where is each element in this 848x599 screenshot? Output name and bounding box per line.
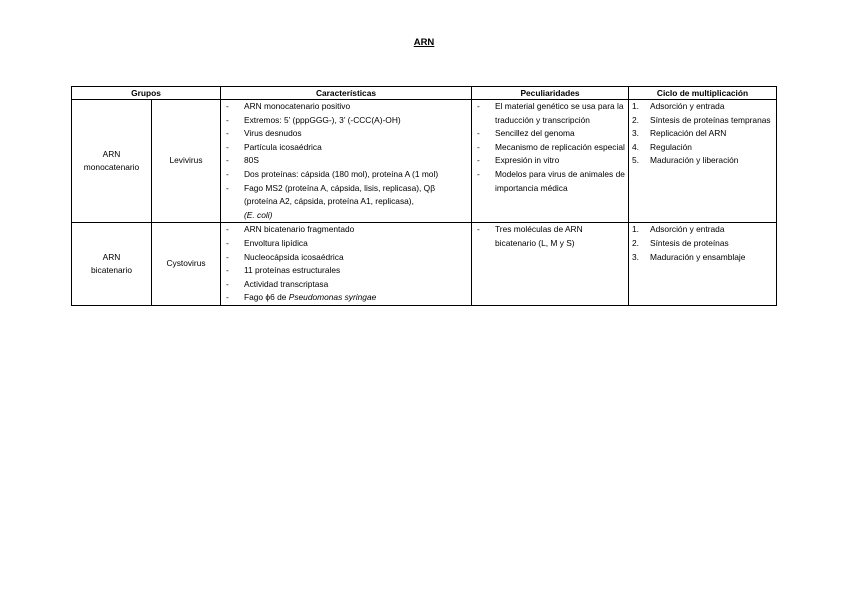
step-number: 4. [632,141,639,152]
list-item: - El material genético se usa para la traducción y transcripción [475,100,625,127]
family-cell: Cystovirus [152,223,221,306]
list-item [632,237,773,251]
list-item: - ARN bicatenario fragmentado [224,223,468,237]
document-title: ARN [413,37,435,48]
group-label: bicatenario [91,265,132,276]
list-item: - Mecanismo de replicación especial [475,141,625,155]
caracteristicas-cell [221,223,472,306]
ciclo-cell [629,223,777,306]
list-item: - Extremos: 5’ (pppGGG-), 3’ (-CCC(A)-OH) [224,114,468,128]
group-label: ARN [102,148,121,159]
step-text: Síntesis de proteínas tempranas [650,114,771,125]
list-item: - Modelos para virus de animales de importancia médica [475,168,625,195]
list-item: - Nucleocápsida icosaédrica [224,251,468,265]
peculiaridades-list [475,100,625,195]
step-number: 1. [632,101,639,111]
host-name: Pseudomonas syringae [288,292,377,303]
step-text: Maduración y ensamblaje [650,251,746,262]
header-row [72,87,777,100]
ciclo-cell [629,100,777,223]
step-text: Regulación [650,141,692,152]
list-item: - 11 proteínas estructurales [224,264,468,278]
group-label: monocatenario [83,162,140,173]
list-item: - Tres moléculas de ARN bicatenario (L, M y S) [475,223,625,250]
group-label: ARN [102,251,121,262]
step-number: 1. [632,224,639,235]
list-item [632,251,773,265]
step-number: 5. [632,155,639,166]
list-item-text: Fago MS2 (proteína A, cápsida, lisis, replicasa), Qβ (proteína A2, cápsida, proteína A1, replicasa), [244,182,436,207]
list-item [632,100,773,114]
list-item [632,223,773,237]
header-grupos: Grupos [72,87,221,100]
list-item: - Dos proteínas: cápsida (180 mol), proteína A (1 mol) [224,168,468,182]
step-text: Adsorción y entrada [650,224,725,235]
group-cell [72,100,152,223]
group-cell [72,223,152,306]
list-item: - Virus desnudos [224,127,468,141]
step-number: 2. [632,114,639,125]
caracteristicas-list [224,100,468,222]
header-peculiaridades: Peculiaridades [472,87,629,100]
host-note: (E. coli) [244,209,273,220]
table-row [72,223,777,306]
list-item [224,291,468,305]
header-caracteristicas: Características [221,87,472,100]
caracteristicas-list [224,223,468,305]
step-text: Síntesis de proteínas [650,237,729,248]
list-item [632,154,773,168]
step-text: Maduración y liberación [650,155,739,166]
peculiaridades-cell [472,100,629,223]
list-item: - Actividad transcriptasa [224,278,468,292]
peculiaridades-cell [472,223,629,306]
peculiaridades-list [475,223,625,250]
list-item [632,114,773,128]
table-row [72,100,777,223]
step-number: 2. [632,237,639,248]
family-cell: Levivirus [152,100,221,223]
step-number: 3. [632,251,639,262]
step-number: 3. [632,128,639,139]
list-item-text: Fago ϕ6 de [244,292,289,303]
list-item: - Sencillez del genoma [475,127,625,141]
list-item: - ARN monocatenario positivo [224,100,468,114]
step-text: Replicación del ARN [650,128,727,139]
ciclo-list [632,100,773,168]
list-item: - Envoltura lipídica [224,237,468,251]
ciclo-list [632,223,773,264]
step-text: Adsorción y entrada [650,101,725,111]
caracteristicas-cell [221,100,472,223]
header-ciclo: Ciclo de multiplicación [629,87,777,100]
list-item [224,182,468,223]
list-item [632,141,773,155]
list-item: - Partícula icosaédrica [224,141,468,155]
list-item: - Expresión in vitro [475,154,625,168]
list-item [632,127,773,141]
arn-table [71,86,777,306]
list-item: - 80S [224,154,468,168]
